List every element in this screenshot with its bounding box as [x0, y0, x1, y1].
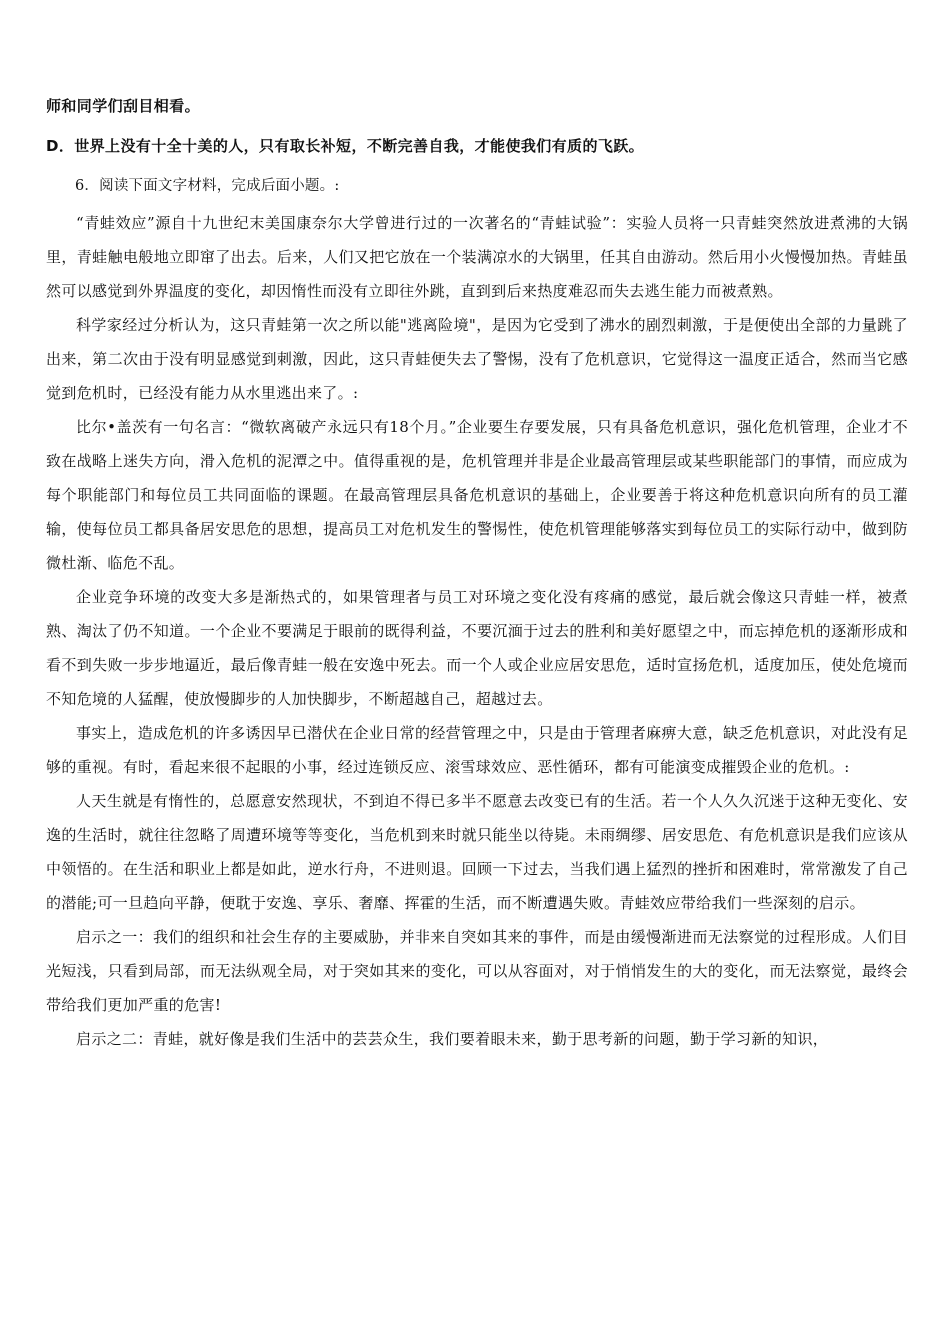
document-body [46, 96, 908, 1056]
paragraph: “青蛙效应”源自十九世纪末美国康奈尔大学曾进行过的一次著名的“青蛙试验”：实验人员将一只青蛙突然放进煮沸的大锅里，青蛙触电般地立即窜了出去。后来，人们又把它放在一个装满凉水的大锅里，任其自由游动。然后用小火慢慢加热。青蛙虽然可以感觉到外界温度的变化，却因惰性而没有立即往外跳，直到到后来热度难忍而失去逃生能力而被煮熟。 [46, 214, 908, 300]
paragraph: 启示之一：我们的组织和社会生存的主要威胁，并非来自突如其来的事件，而是由缓慢渐进而无法察觉的过程形成。人们目光短浅，只看到局部，而无法纵观全局，对于突如其来的变化，可以从容面对，对于悄悄发生的大的变化，而无法察觉，最终会带给我们更加严重的危害! [46, 928, 908, 1014]
bold-line-continuation: 师和同学们刮目相看。 [46, 97, 201, 115]
paragraph: 启示之二：青蛙，就好像是我们生活中的芸芸众生，我们要着眼未来，勤于思考新的问题，勤于学习新的知识， [76, 1030, 829, 1048]
paragraph: 比尔•盖茨有一句名言：“微软离破产永远只有18个月。”企业要生存要发展，只有具备危机意识，强化危机管理，企业才不致在战略上迷失方向，滑入危机的泥潭之中。值得重视的是，危机管理并非是企业最高管理层或某些职能部门的事情，而应成为每个职能部门和每位员工共同面临的课题。在最高管理层具备危机意识的基础上，企业要善于将这种危机意识向所有的员工灌输，使每位员工都具备居安思危的思想，提高员工对危机发生的警惕性，使危机管理能够落实到每位员工的实际行动中，做到防微杜渐、临危不乱。 [46, 418, 908, 572]
option-d: D．世界上没有十全十美的人，只有取长补短，不断完善自我，才能使我们有质的飞跃。 [46, 137, 645, 155]
paragraph: 企业竞争环境的改变大多是渐热式的，如果管理者与员工对环境之变化没有疼痛的感觉，最后就会像这只青蛙一样，被煮熟、淘汰了仍不知道。一个企业不要满足于眼前的既得利益，不要沉湎于过去的胜利和美好愿望之中，而忘掉危机的逐渐形成和看不到失败一步步地逼近，最后像青蛙一般在安逸中死去。而一个人或企业应居安思危，适时宣扬危机，适度加压，使处危境而不知危境的人猛醒，使放慢脚步的人加快脚步，不断超越自己，超越过去。 [46, 588, 908, 708]
paragraph: 人天生就是有惰性的，总愿意安然现状，不到迫不得已多半不愿意去改变已有的生活。若一个人久久沉迷于这种无变化、安逸的生活时，就往往忽略了周遭环境等等变化，当危机到来时就只能坐以待毙。未雨绸缪、居安思危、有危机意识是我们应该从中领悟的。在生活和职业上都是如此，逆水行舟，不进则退。回顾一下过去，当我们遇上猛烈的挫折和困难时，常常激发了自己的潜能;可一旦趋向平静，便耽于安逸、享乐、奢靡、挥霍的生活，而不断遭遇失败。青蛙效应带给我们一些深刻的启示。 [46, 792, 908, 912]
paragraph: 科学家经过分析认为，这只青蛙第一次之所以能"逃离险境"，是因为它受到了沸水的剧烈刺激，于是便使出全部的力量跳了出来，第二次由于没有明显感觉到刺激，因此，这只青蛙便失去了警惕，没有了危机意识，它觉得这一温度正适合，然而当它感觉到危机时，已经没有能力从水里逃出来了。: [46, 316, 908, 402]
paragraph: 事实上，造成危机的许多诱因早已潜伏在企业日常的经营管理之中，只是由于管理者麻痹大意，缺乏危机意识，对此没有足够的重视。有时，看起来很不起眼的小事，经过连锁反应、滚雪球效应、恶性循环，都有可能演变成摧毁企业的危机。: [46, 724, 908, 776]
question-heading: 6．阅读下面文字材料，完成后面小题。: [75, 178, 340, 194]
